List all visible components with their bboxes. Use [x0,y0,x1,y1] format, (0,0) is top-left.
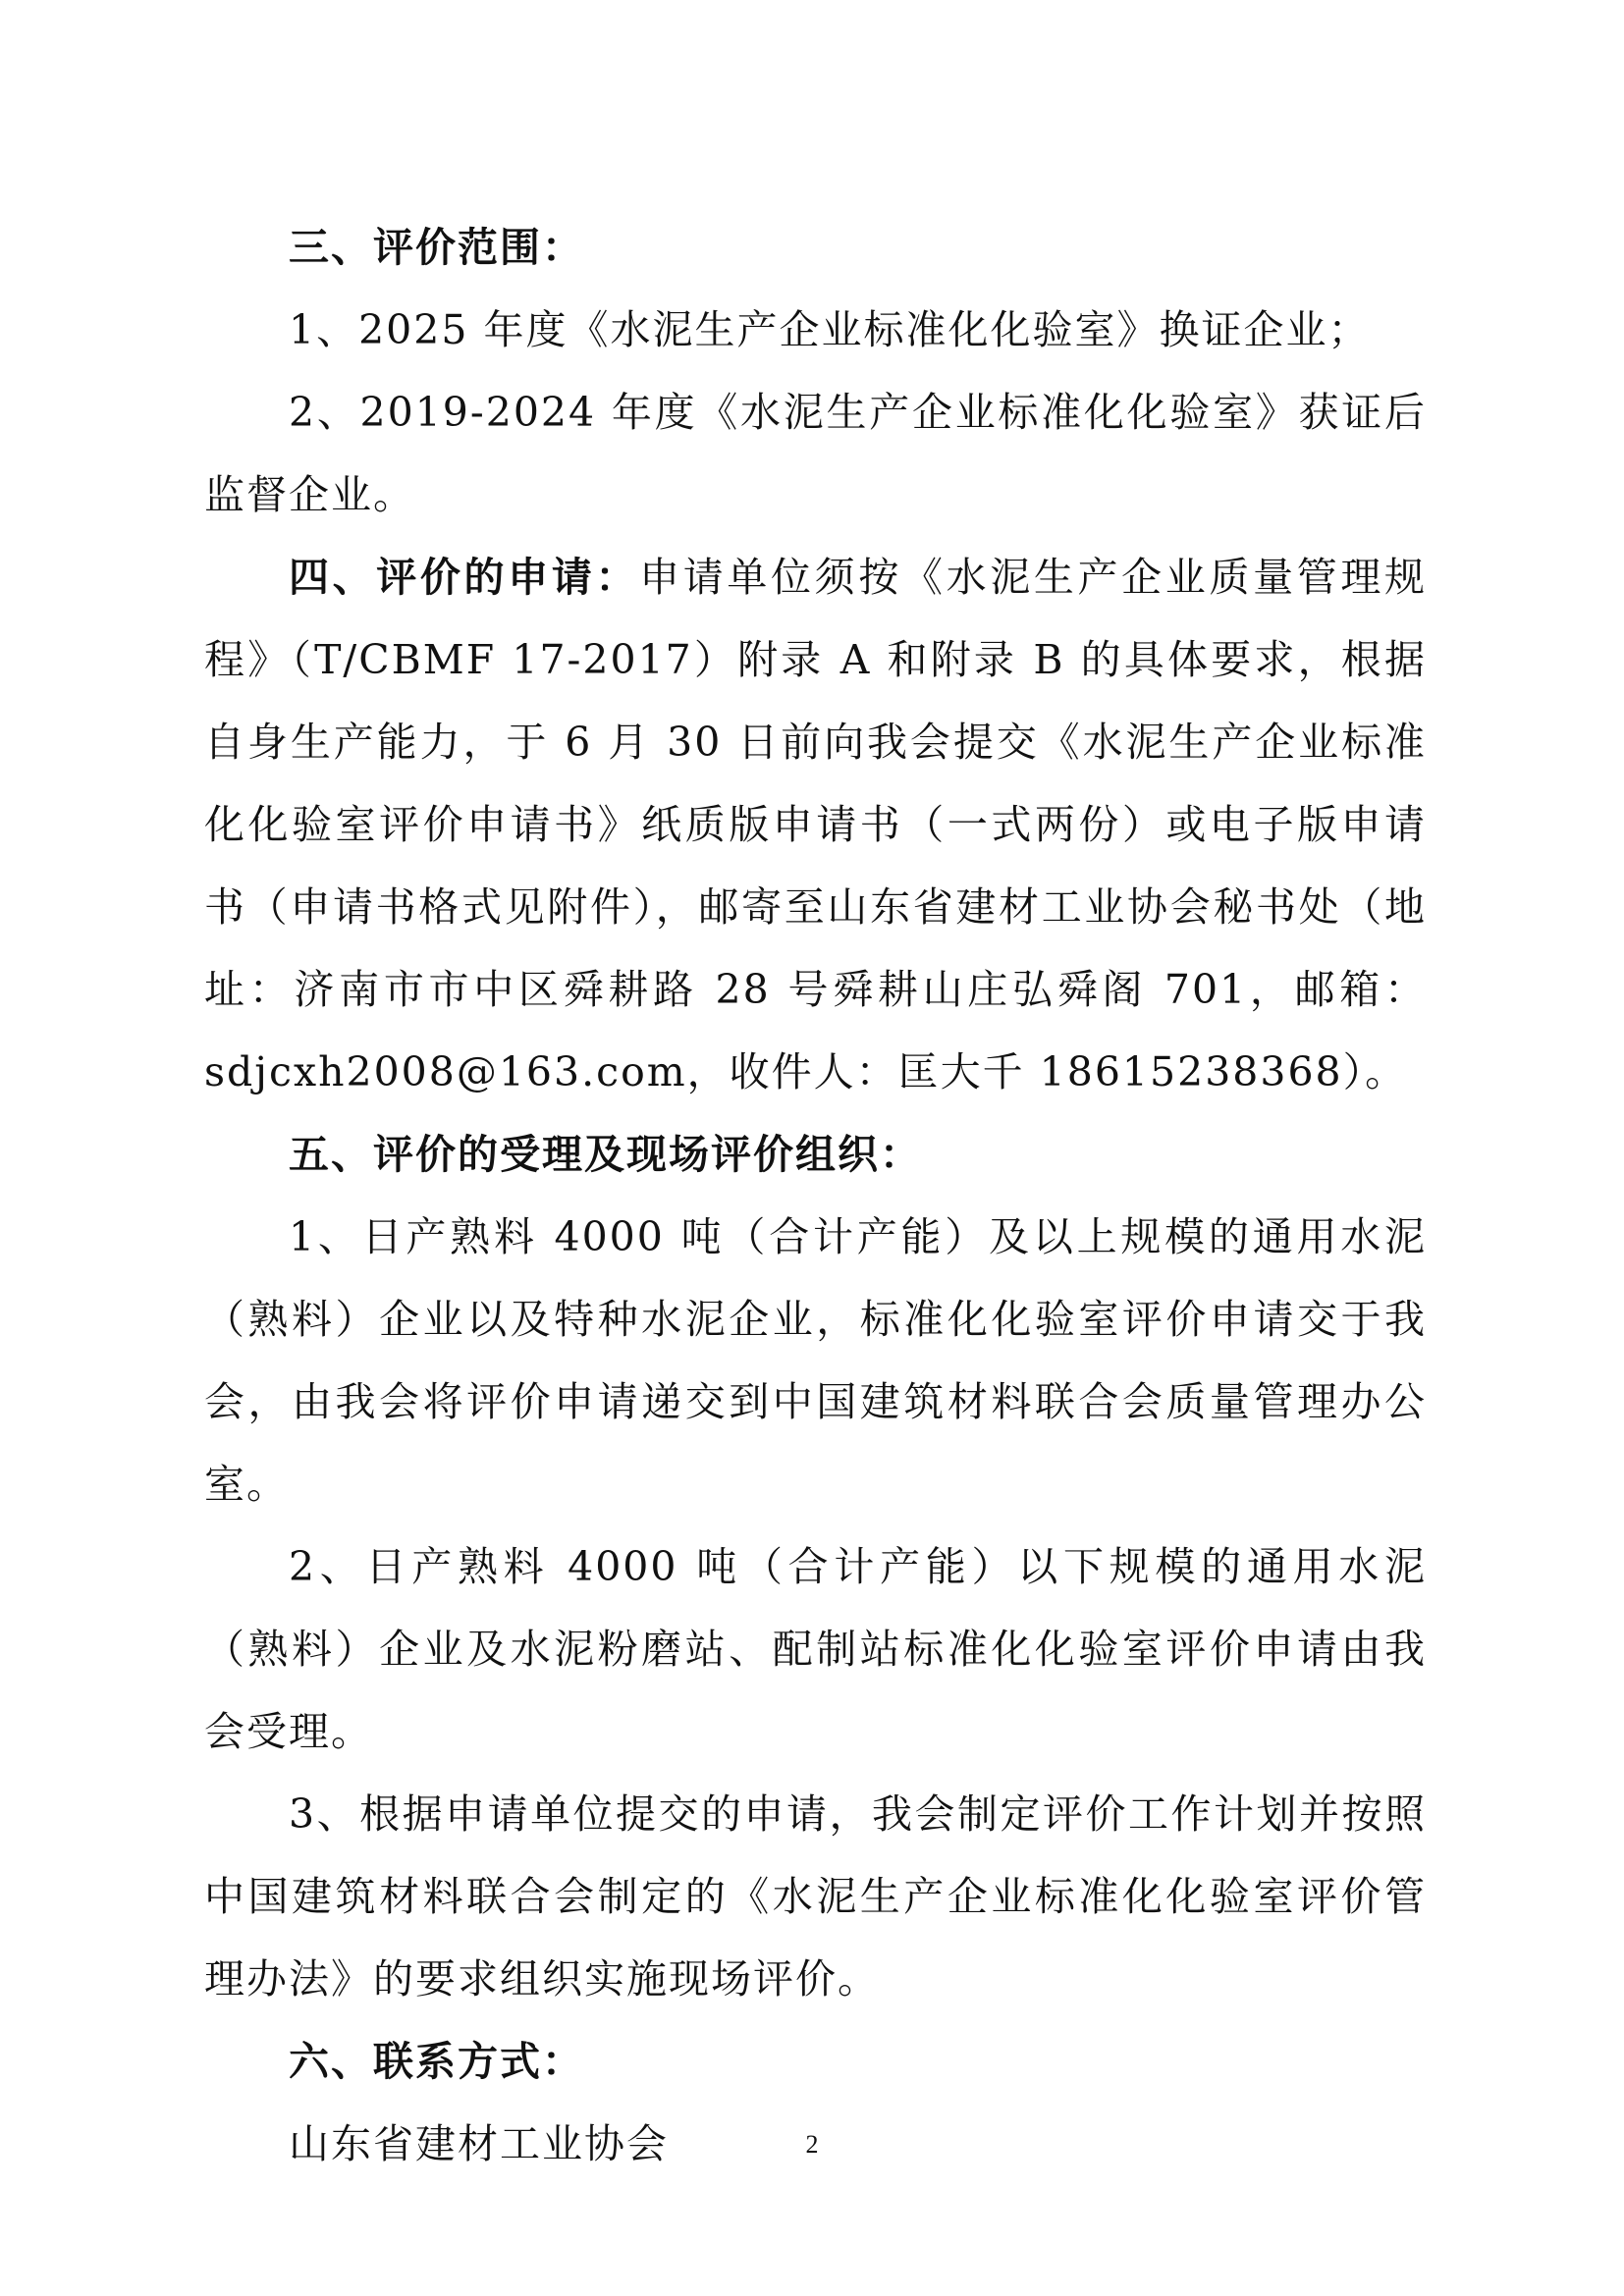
section5-item3: 3、根据申请单位提交的申请，我会制定评价工作计划并按照中国建筑材料联合会制定的《水泥生产企业标准化化验室评价管理办法》的要求组织实施现场评价。 [204,1790,1427,2002]
section3-heading: 三、评价范围： [289,224,584,271]
section5-heading: 五、评价的受理及现场评价组织： [289,1131,922,1178]
section5-item2: 2、日产熟料 4000 吨（合计产能）以下规模的通用水泥（熟料）企业及水泥粉磨站、配制站标准化化验室评价申请由我会受理。 [204,1543,1427,1755]
document-body [204,206,1427,2185]
section6-heading: 六、联系方式： [289,2038,584,2085]
section3-item2: 2、2019-2024 年度《水泥生产企业标准化化验室》获证后监督企业。 [204,389,1427,518]
page-number: 2 [805,2130,819,2159]
section4-paragraph [204,536,1427,1113]
section4-body: 申请单位须按《水泥生产企业质量管理规程》（T/CBMF 17-2017）附录 A 和附录 B 的具体要求，根据自身生产能力，于 6 月 30 日前向我会提交《水泥生产企业标准化化验室评价申请书》纸质版申请书（一式两份）或电子版申请书（申请书格式见附件），邮寄至山东省建材工业协会秘书处（地址：济南市市中区舜耕路 28 号舜耕山庄弘舜阁 701，邮箱：sdjcxh2008@163.com，收件人：匡大千 18615238368）。 [204,554,1428,1095]
section3-item1: 1、2025 年度《水泥生产企业标准化化验室》换证企业； [289,306,1371,353]
section6-org: 山东省建材工业协会 [289,2120,669,2167]
section4-heading: 四、评价的申请： [289,554,640,601]
section5-item1: 1、日产熟料 4000 吨（合计产能）及以上规模的通用水泥（熟料）企业以及特种水泥企业，标准化化验室评价申请交于我会，由我会将评价申请递交到中国建筑材料联合会质量管理办公室。 [204,1213,1427,1508]
